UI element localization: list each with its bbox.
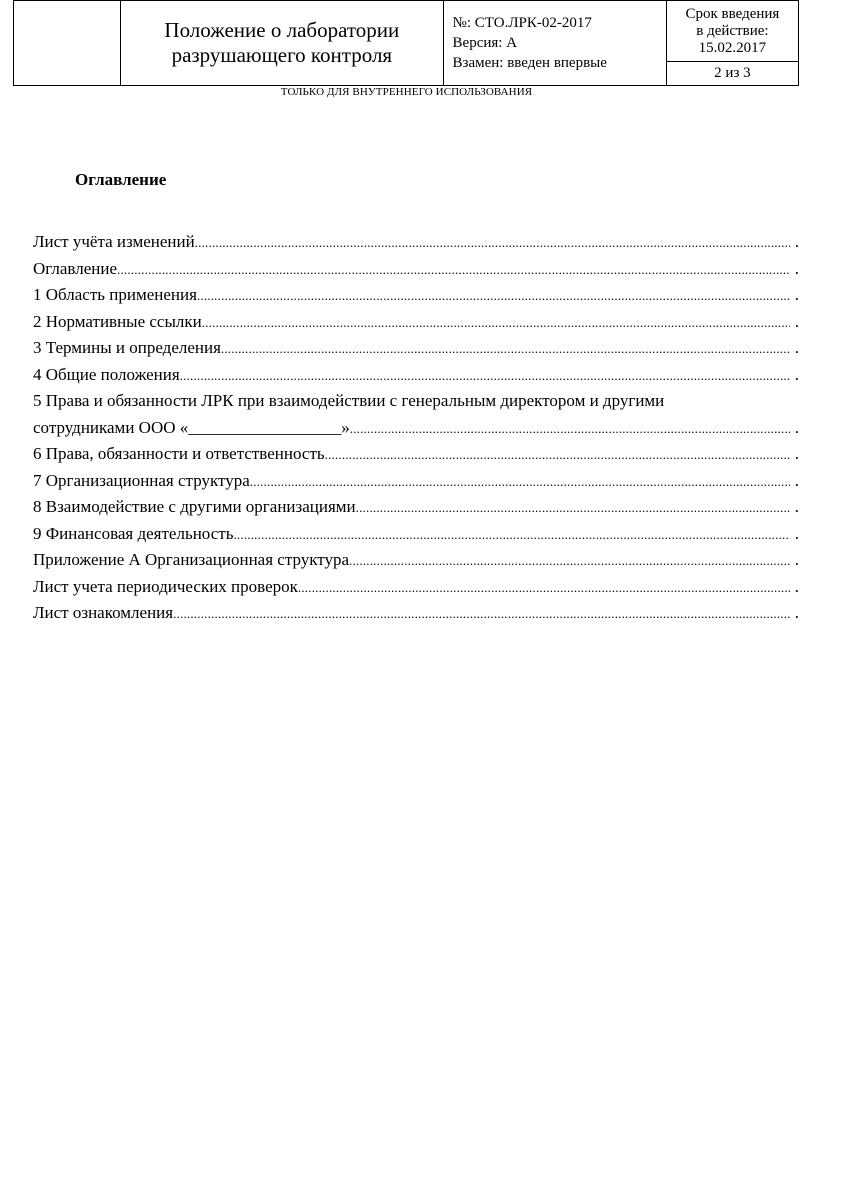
dot-leader [250, 469, 790, 496]
toc-item-end-mark: . [794, 232, 799, 251]
toc-item-label: 6 Права, обязанности и ответственность [33, 444, 325, 463]
toc-item[interactable] [33, 521, 799, 548]
toc-item-end-mark: . [794, 364, 799, 384]
effective-label-2: в действие: [696, 22, 769, 39]
dot-leader [180, 363, 790, 390]
toc-item-end-mark: . [794, 550, 799, 569]
doc-replaces: Взамен: введен впервые [452, 55, 607, 71]
toc-heading: Оглавление [75, 170, 167, 189]
toc-item-label: 9 Финансовая деятельность [33, 523, 234, 543]
toc-item-label: 1 Область применения [33, 285, 197, 304]
toc-item[interactable] [33, 600, 799, 627]
toc-item-label: 5 Права и обязанности ЛРК при взаимодействии с генеральным директором и другими [33, 391, 665, 410]
toc-item[interactable] [33, 362, 799, 389]
effective-label-1: Срок введения [685, 5, 780, 22]
toc-item-label: 7 Организационная структура [33, 470, 250, 490]
toc-item-end-mark: . [794, 470, 799, 490]
dot-leader [195, 230, 790, 257]
dot-leader [197, 283, 790, 310]
toc-item[interactable] [33, 441, 799, 468]
title-line-2: разрушающего контроля [171, 43, 393, 67]
doc-number: №: СТО.ЛРК-02-2017 [452, 15, 592, 31]
toc-item[interactable] [33, 282, 799, 309]
title-line-1: Положение о лаборатории [164, 18, 400, 42]
doc-version: Версия: А [452, 35, 518, 51]
toc-item[interactable] [33, 547, 799, 574]
toc-item[interactable] [33, 574, 799, 601]
document-meta [443, 1, 666, 86]
toc-item-label: 2 Нормативные ссылки [33, 311, 202, 331]
toc-item-label: Лист учета периодических проверок [33, 576, 298, 596]
toc-item-end-mark: . [794, 311, 799, 331]
toc-item-end-mark: . [794, 285, 799, 304]
toc-item-label: Лист ознакомления [33, 603, 174, 622]
toc-item-end-mark: . [794, 258, 799, 278]
toc-item-label: 3 Термины и определения [33, 338, 221, 357]
dot-leader [173, 601, 790, 628]
toc-item-label: 8 Взаимодействие с другими организациями [33, 497, 356, 516]
dot-leader [350, 416, 790, 443]
dot-leader [202, 310, 790, 337]
toc-item[interactable] [33, 229, 799, 256]
document-title [121, 1, 443, 86]
page-number: 2 из 3 [666, 62, 798, 86]
toc-item-label: Лист учёта изменений [33, 232, 195, 251]
dot-leader [349, 548, 790, 575]
table-of-contents [33, 229, 799, 627]
dot-leader [233, 522, 789, 549]
toc-item[interactable] [33, 309, 799, 336]
toc-item[interactable] [33, 388, 799, 415]
dot-leader [298, 575, 790, 602]
toc-item-end-mark: . [794, 523, 799, 543]
toc-item-end-mark: . [794, 338, 799, 357]
toc-item-end-mark: . [794, 576, 799, 596]
logo-placeholder-cell [14, 1, 121, 86]
dot-leader [221, 336, 790, 363]
toc-item-label: Оглавление [33, 258, 117, 278]
toc-item-end-mark: . [794, 603, 799, 622]
toc-item-label: 4 Общие положения [33, 364, 180, 384]
toc-item[interactable] [33, 335, 799, 362]
toc-item-continuation[interactable] [33, 415, 799, 442]
toc-item[interactable] [33, 468, 799, 495]
dot-leader [325, 442, 790, 469]
toc-item[interactable] [33, 256, 799, 283]
toc-item-end-mark: . [794, 444, 799, 463]
effective-date: 15.02.2017 [698, 39, 767, 56]
dot-leader [117, 257, 790, 284]
toc-item-label: Приложение А Организационная структура [33, 550, 350, 569]
internal-use-notice: ТОЛЬКО ДЛЯ ВНУТРЕННЕГО ИСПОЛЬЗОВАНИЯ [280, 86, 533, 98]
dot-leader [356, 495, 790, 522]
toc-item-label: сотрудниками ООО «__________________» [33, 417, 350, 437]
toc-item-end-mark: . [794, 497, 799, 516]
toc-item-end-mark: . [794, 417, 799, 437]
effective-date-cell [666, 1, 798, 62]
toc-item[interactable] [33, 494, 799, 521]
document-header [13, 0, 799, 86]
